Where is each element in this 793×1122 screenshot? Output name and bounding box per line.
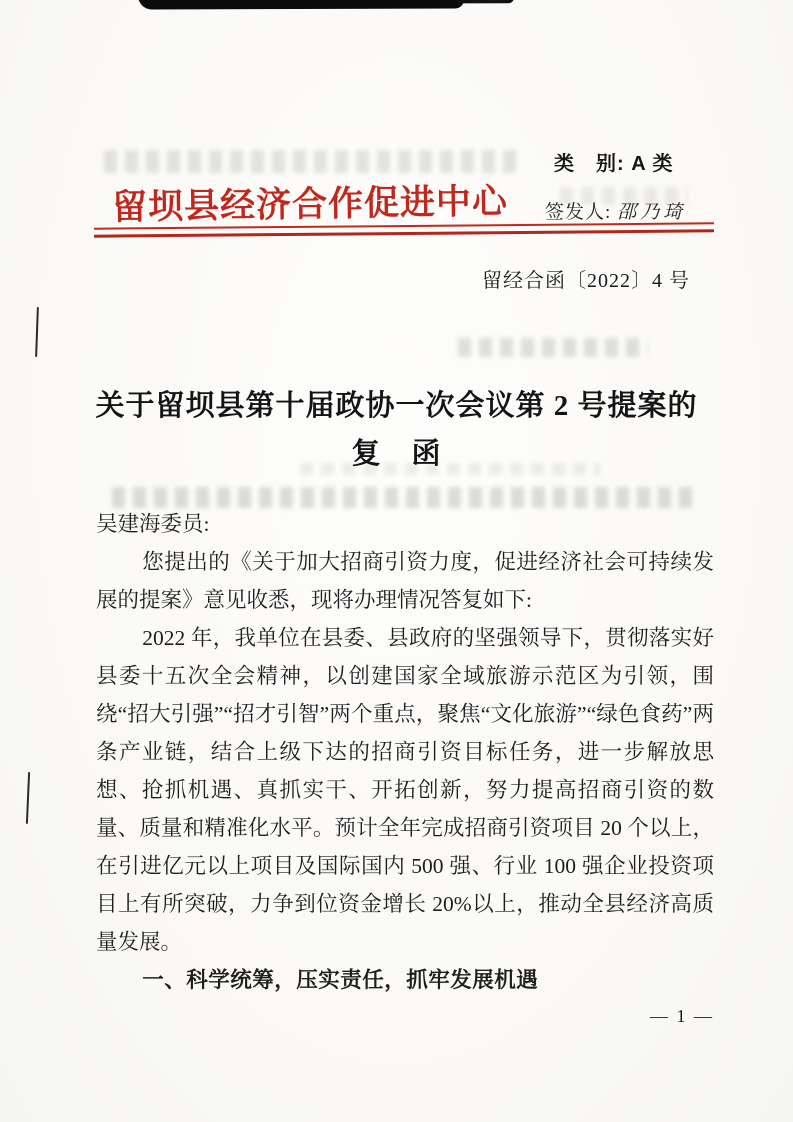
salutation: 吴建海委员:	[96, 512, 210, 536]
page-number: — 1 —	[650, 1006, 714, 1026]
scan-artifact-left-mark	[35, 307, 39, 357]
document-title-line2: 复 函	[351, 438, 442, 470]
document-body	[96, 505, 714, 999]
section-heading: 一、科学统筹，压实责任，抓牢发展机遇	[142, 968, 539, 992]
document-title	[0, 382, 793, 478]
scan-artifact-top-streak	[138, 0, 464, 10]
issuer-line	[545, 197, 686, 224]
category-label: 类 别:	[554, 153, 625, 175]
body-paragraph: 您提出的《关于加大招商引资力度，促进经济社会可持续发展的提案》意见收悉，现将办理情况答复如下:	[96, 550, 714, 612]
scan-artifact-bleedthrough	[458, 338, 648, 357]
scan-artifact-left-mark	[26, 772, 30, 824]
scan-artifact-bleedthrough	[104, 150, 524, 173]
document-title-line1: 关于留坝县第十届政协一次会议第 2 号提案的	[95, 390, 698, 422]
issuer-label: 签发人:	[545, 202, 612, 223]
org-name-letterhead: 留坝县经济合作促进中心	[111, 181, 509, 227]
body-paragraph: 2022 年，我单位在县委、县政府的坚强领导下，贯彻落实好县委十五次全会精神，以创建国家全域旅游示范区为引领，围绕“招大引强”“招才引智”两个重点，聚焦“文化旅游”“绿色食药”两条产业链，结合上级下达的招商引资目标任务，进一步解放思想、抢抓机遇、真抓实干、开拓创新，努力提高招商引资的数量、质量和精准化水平。预计全年完成招商引资项目 20 个以上，在引进亿元以上项目及国际国内 500 强、行业 100 强企业投资项目上有所突破，力争到位资金增长 20%以上，推动全县经济高质量发展。	[96, 626, 714, 954]
category-line	[554, 147, 674, 176]
category-value: A 类	[631, 153, 674, 175]
document-number: 留经合函〔2022〕4 号	[482, 270, 690, 292]
issuer-value: 邵乃琦	[617, 202, 687, 223]
